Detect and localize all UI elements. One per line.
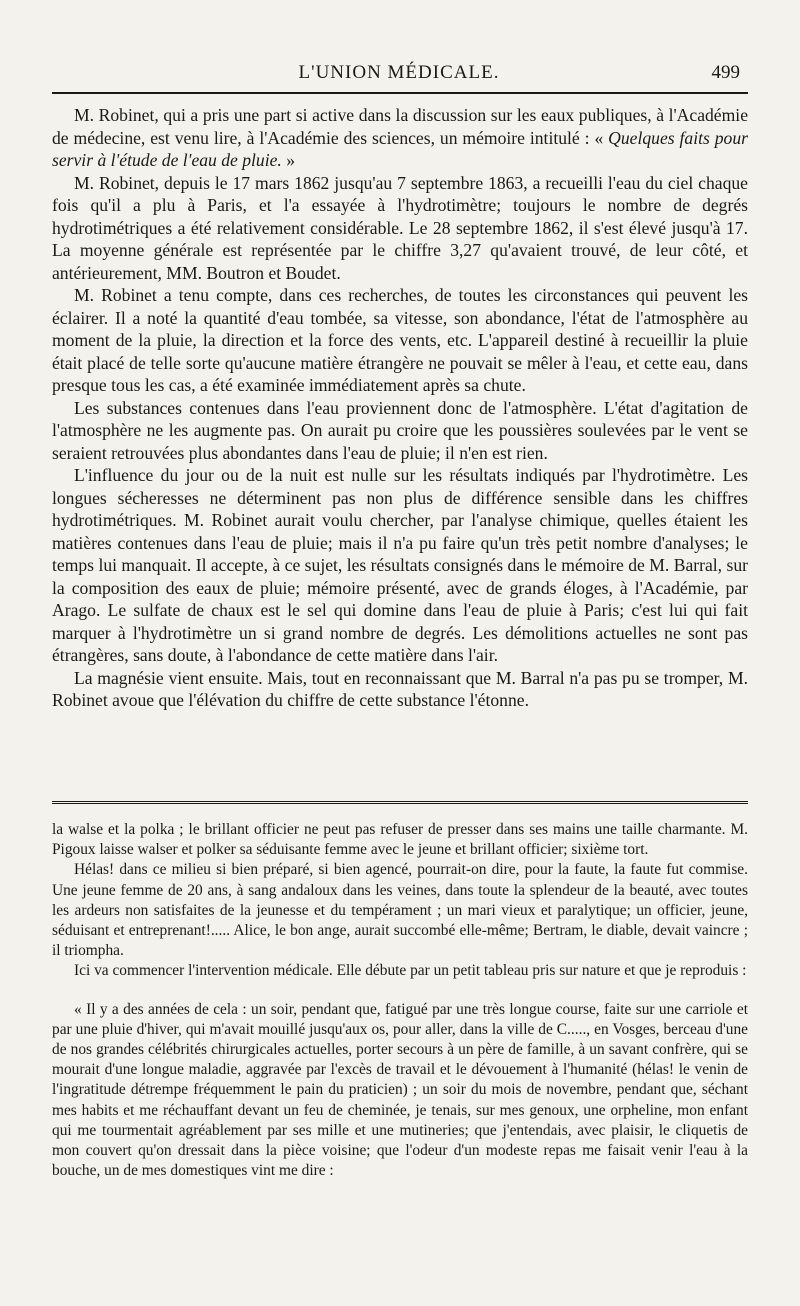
journal-page [50,0,748,1180]
article-paragraph: L'influence du jour ou de la nuit est nulle sur les résultats indiqués par l'hydrotimètre. Les longues sécheresses ne déterminent pas non plus de différence sensible dans les chiffres hydrotimétriques. M. Robinet aurait voulu chercher, par l'analyse chimique, quelles étaient les matières contenues dans l'eau de pluie; mais il n'a pu faire qu'un très petit nombre d'analyses; le temps lui manquait. Il accepte, à ce sujet, les résultats consignés dans le mémoire de M. Barral, sur la composition des eaux de pluie; mémoire présenté, avec de grands éloges, à l'Académie, par Arago. Le sulfate de chaux est le sel qui domine dans l'eau de pluie à Paris; c'est lui qui fait marquer à l'hydrotimètre un si grand nombre de degrés. Les démolitions actuelles ne sont pas étrangères, sans doute, à l'abondance de cette matière dans l'air. [52,465,748,665]
article-paragraph: La magnésie vient ensuite. Mais, tout en reconnaissant que M. Barral n'a pas pu se tromper, M. Robinet avoue que l'élévation du chiffre de cette substance l'étonne. [52,667,748,710]
running-title: L'UNION MÉDICALE. [298,62,500,83]
article-paragraph: M. Robinet, depuis le 17 mars 1862 jusqu'au 7 septembre 1863, a recueilli l'eau du ciel chaque fois qu'il a plu à Paris, et l'a essayée à l'hydrotimètre; toujours le nombre de degrés hydrotimétriques a été relativement considérable. Le 28 septembre 1862, il s'est élevé jusqu'à 17. La moyenne générale est représentée par le chiffre 3,27 qu'avaient trouvé, de leur côté, et antérieurement, MM. Boutron et Boudet. [52,172,748,283]
page-number: 499 [711,62,740,83]
feuilleton-paragraph: Ici va commencer l'intervention médicale. Elle débute par un petit tableau pris sur nature et que je reproduis : [74,962,747,980]
feuilleton-paragraph: la walse et la polka ; le brillant officier ne peut pas refuser de presser dans ses mains une taille charmante. M. Pigoux laisse walser et polker sa séduisante femme avec le jeune et brillant officier; sixième tort. [52,821,748,859]
header-rule [52,92,748,94]
feuilleton-divider [52,801,748,804]
page-header [50,0,748,92]
article-body [52,104,748,712]
memoir-title: Quelques faits pour servir à l'étude de l'eau de pluie. [52,127,748,170]
article-paragraph: Les substances contenues dans l'eau proviennent donc de l'atmosphère. L'état d'agitation de l'atmosphère ne les augmente pas. On aurait pu croire que les poussières soulevées par le vent se seraient retrouvées plus abondantes dans l'eau de pluie; il n'en est rien. [52,397,748,463]
article-paragraph: M. Robinet, qui a pris une part si active dans la discussion sur les eaux publiques, à l'Académie de médecine, est venu lire, à l'Académie des sciences, un mémoire intitulé : « Quelques faits pour servir à l'étude de l'eau de pluie. » [52,105,748,170]
article-paragraph: M. Robinet a tenu compte, dans ces recherches, de toutes les circonstances qui peuvent les éclairer. Il a noté la quantité d'eau tombée, sa vitesse, son abondance, l'état de l'atmosphère au moment de la pluie, la direction et la force des vents, etc. L'appareil destiné à recueillir la pluie était placé de telle sorte qu'aucune matière étrangère ne pouvait se mêler à l'eau, et cette eau, dans presque tous les cas, a été examinée immédiatement après sa chute. [52,285,748,395]
feuilleton-body [52,820,748,1181]
feuilleton-paragraph: « Il y a des années de cela : un soir, pendant que, fatigué par une très longue course, faite sur une carriole et par une pluie d'hiver, qui m'avait mouillé jusqu'aux os, pour aller, dans la ville de C....., en Vosges, berceau d'une de nos grandes célébrités chirurgicales actuelles, porter secours à un père de famille, à un savant confrère, qui se mourait d'une longue maladie, aggravée par l'excès de travail et le dévouement à l'humanité (hélas! le venin de l'ingratitude détrempe fréquemment le pain du praticien) ; un soir du mois de novembre, pendant que, séchant mes habits et me réchauffant devant un feu de cheminée, je tenais, sur mes genoux, une orpheline, mon enfant qui me tourmentait agréablement par ses mille et une mutineries; que j'entendais, avec plaisir, le cliquetis de mon couvert qu'on dressait dans la pièce voisine; que l'odeur d'un modeste repas me faisait venir l'eau à la bouche, un de mes domestiques vint me dire : [52,1000,748,1180]
feuilleton-paragraph: Hélas! dans ce milieu si bien préparé, si bien agencé, pourrait-on dire, pour la faute, la faute fut commise. Une jeune femme de 20 ans, à sang andaloux dans les veines, dans toute la splendeur de la beauté, avec toutes les ardeurs non satisfaites de la jeunesse et du tempérament ; un mari vieux et paralytique; un officier, jeune, séduisant et entreprenant!..... Alice, le bon ange, aurait succombé elle-même; Bertram, le diable, devait vaincre ; il triompha. [52,861,748,960]
